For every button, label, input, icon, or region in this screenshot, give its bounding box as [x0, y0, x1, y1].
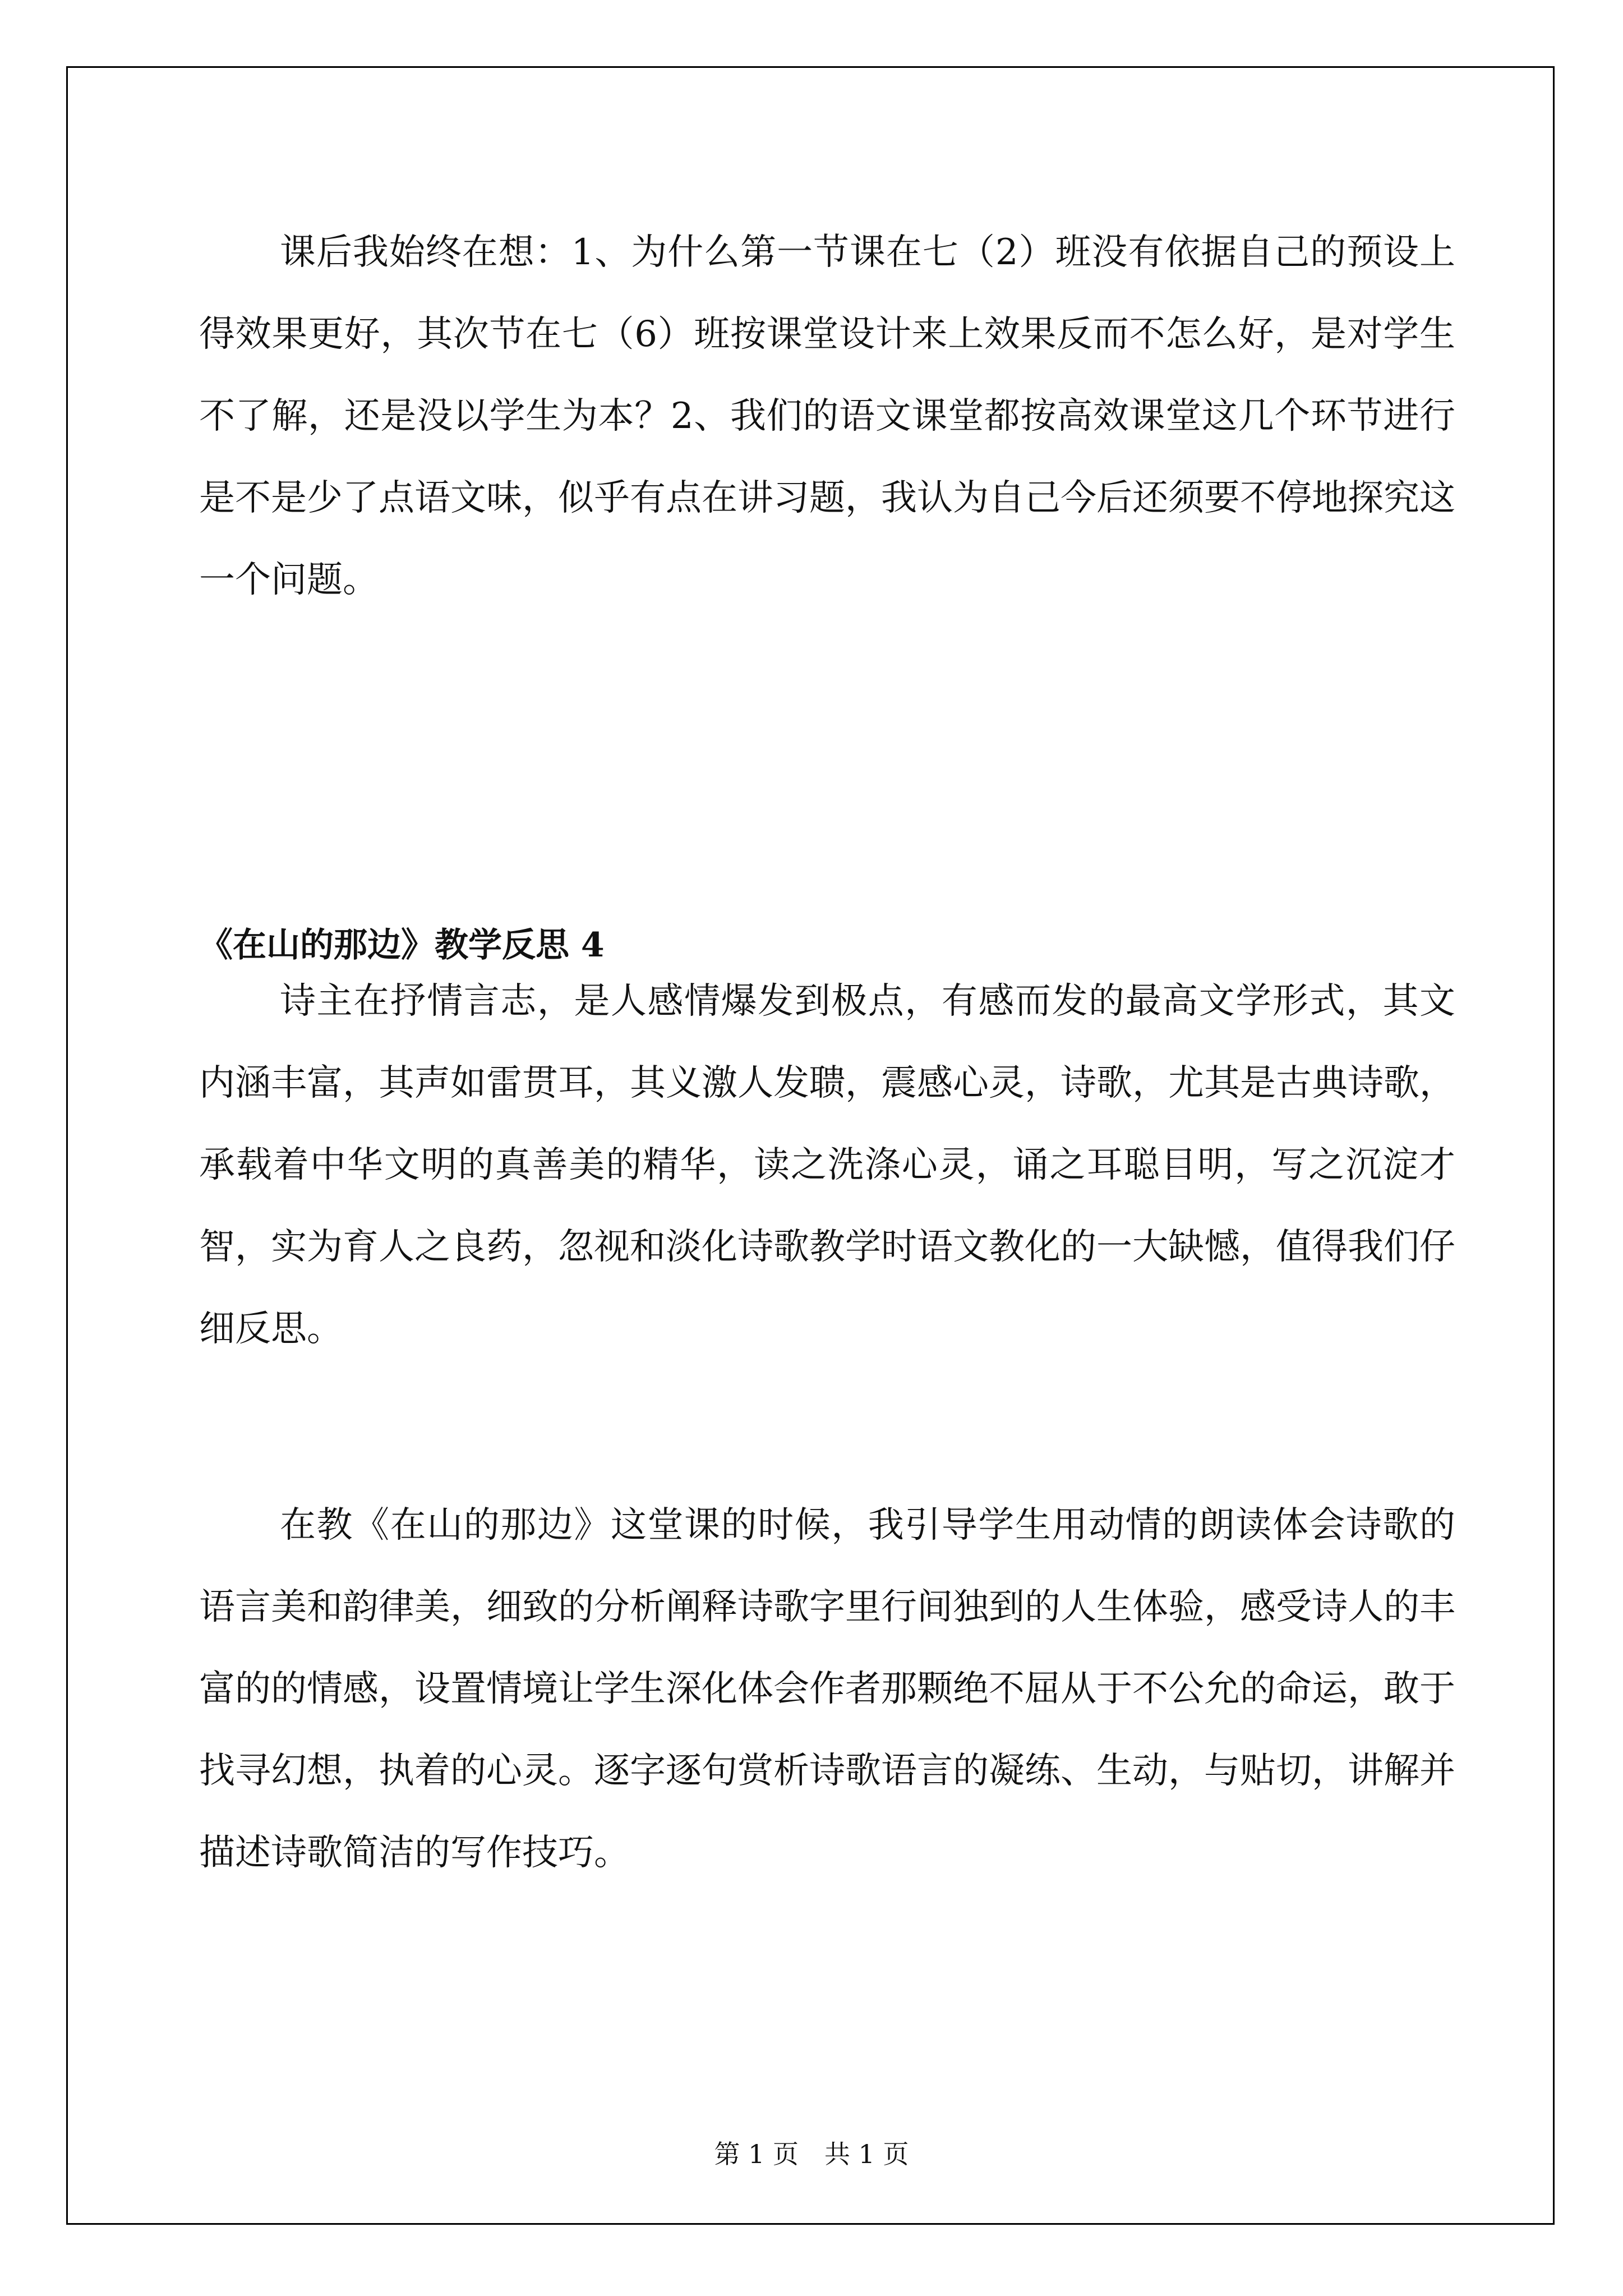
paragraph-3: 在教《在山的那边》这堂课的时候，我引导学生用动情的朗读体会诗歌的语言美和韵律美，细致的分析阐释诗歌字里行间独到的人生体验，感受诗人的丰富的的情感，设置情境让学生深化体会作者那颗绝不屈从于不公允的命运，敢于找寻幻想，执着的心灵。逐字逐句赏析诗歌语言的凝练、生动，与贴切，讲解并描述诗歌简洁的写作技巧。	[199, 1504, 1455, 1874]
page-footer: 第 1 页 共 1 页	[714, 2139, 909, 2169]
section-heading: 《在山的那边》教学反思 4	[199, 926, 605, 965]
paragraph-1: 课后我始终在想：1、为什么第一节课在七（2）班没有依据自己的预设上得效果更好，其次节在七（6）班按课堂设计来上效果反而不怎么好，是对学生不了解，还是没以学生为本？2、我们的语文课堂都按高效课堂这几个环节进行是不是少了点语文味，似乎有点在讲习题，我认为自己今后还须要不停地探究这一个问题。	[199, 232, 1455, 601]
paragraph-2: 诗主在抒情言志，是人感情爆发到极点，有感而发的最高文学形式，其文内涵丰富，其声如雷贯耳，其义激人发聩，震感心灵，诗歌，尤其是古典诗歌，承载着中华文明的真善美的精华，读之洗涤心灵，诵之耳聪目明，写之沉淀才智，实为育人之良药，忽视和淡化诗歌教学时语文教化的一大缺憾，值得我们仔细反思。	[199, 981, 1455, 1350]
